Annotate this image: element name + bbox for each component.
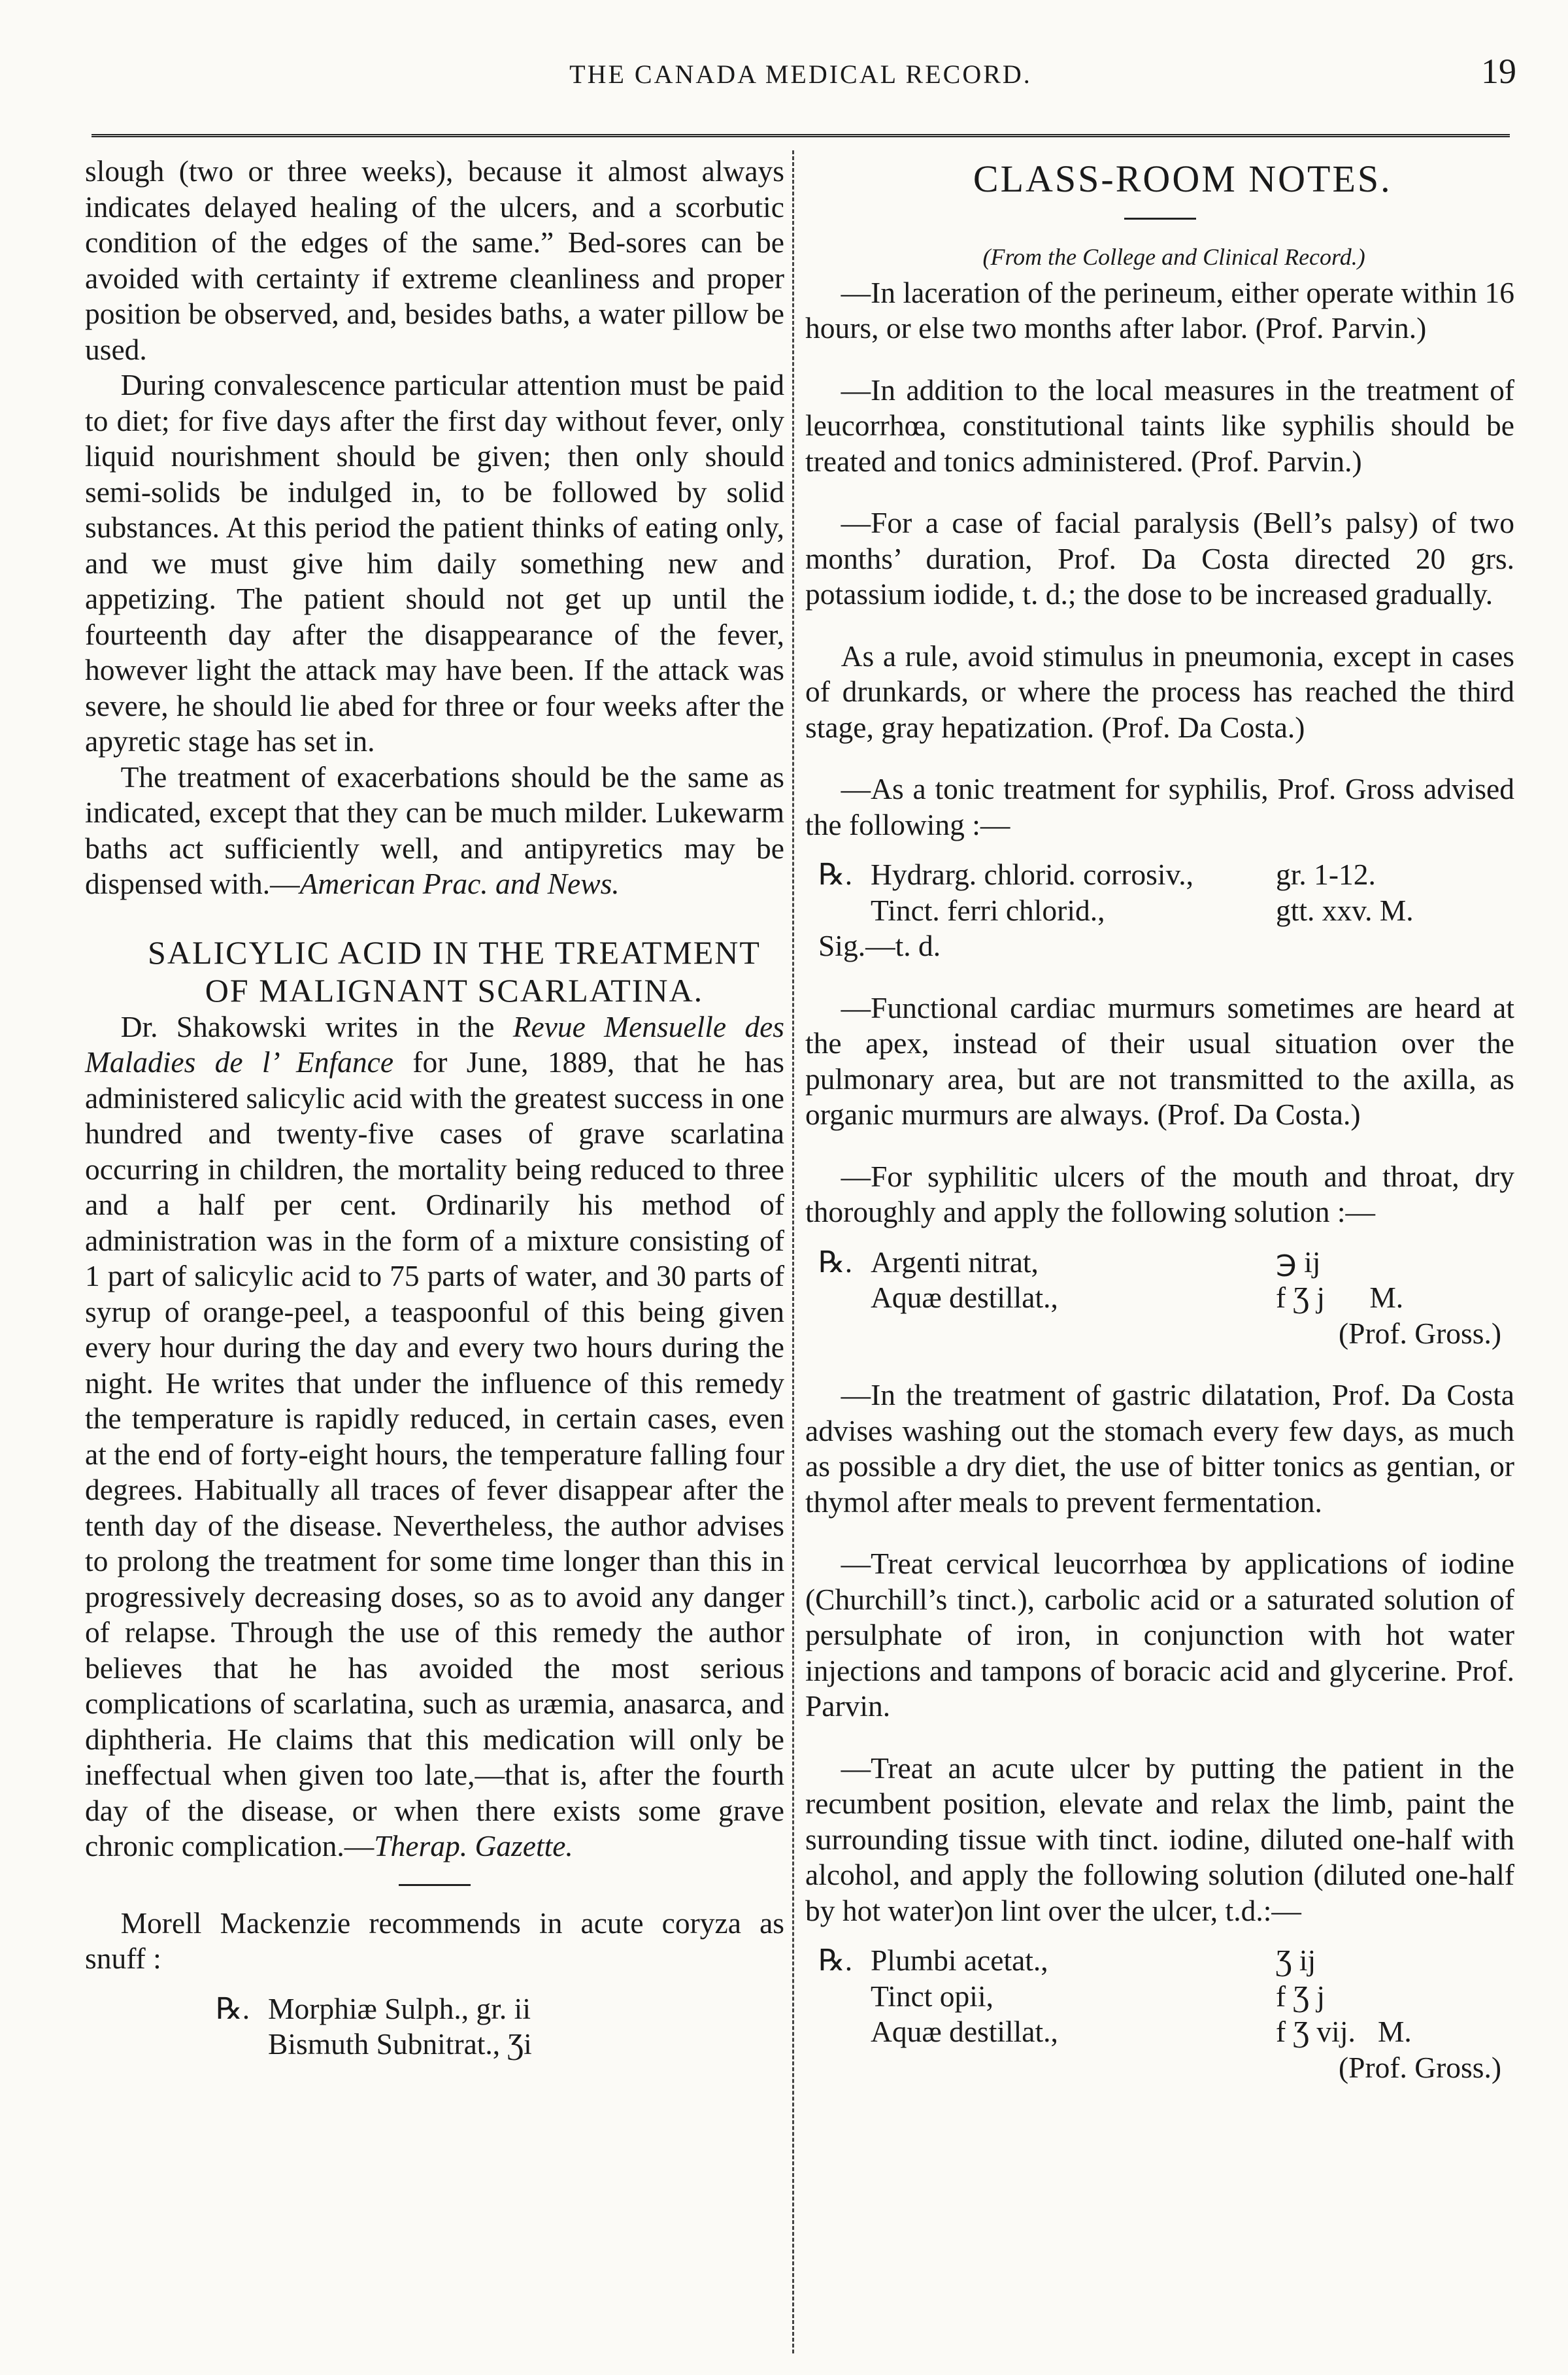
journal-title: Revue Mensuelle des Maladies de l’ Enfance [85, 1009, 784, 1079]
column-divider [792, 150, 794, 2353]
paragraph: slough (two or three weeks), because it almost always indicates delayed healing of the ulcers, and a scorbutic condition of the edges of the same.” Bed-sores can be avoided with certainty if extreme cleanliness and proper position be observed, and, besides baths, a water pillow be used. [85, 154, 784, 366]
prescription-sig: Sig.—t. d. [818, 929, 941, 962]
source-note: (From the College and Clinical Record.) [982, 244, 1365, 270]
page-number: 19 [1481, 52, 1516, 91]
note: —In the treatment of gastric dilatation, Prof. Da Costa advises washing out the stomach every few days, as much as possible a dry diet, the use of bitter tonics as gentian, or thymol after meals to prevent fermentation. [805, 1378, 1514, 1519]
prescription-credit: (Prof. Gross.) [1339, 2050, 1501, 2084]
ingredient: Hydrarg. chlorid. corrosiv., [871, 858, 1194, 891]
section-title: OF MALIGNANT SCARLATINA. [205, 971, 704, 1009]
prescription-line [216, 2027, 784, 2063]
prescription-line [818, 1280, 1514, 1316]
prescription-line [216, 1991, 784, 2027]
ingredient: Aquæ destillat., [871, 1281, 1058, 1314]
note: —In laceration of the perineum, either operate within 16 hours, or else two months after labor. (Prof. Parvin.) [805, 275, 1514, 345]
header-rule [92, 134, 1510, 137]
paragraph: During convalescence particular attention must be paid to diet; for five days after the first day without fever, only liquid nourishment should be given; then only should semi-solids be indulged in, to be followed by solid substances. At this period the patient thinks of eating only, and we must give him daily something new and appetizing. The patient should not get up until the fourteenth day after the disappearance of the fever, however light the attack may have been. If the attack was severe, he should lie abed for three or four weeks after the apyretic stage has set in. [85, 368, 784, 758]
prescription-line [818, 1245, 1514, 1281]
prescription [818, 857, 1514, 964]
dose: ℈ ij [1276, 1245, 1321, 1279]
prescription-line [818, 857, 1514, 893]
left-column [85, 154, 784, 2089]
section-rule [1124, 218, 1196, 220]
paragraph-text: The treatment of exacerbations should be the same as indicated, except that they can be much milder. Lukewarm baths act sufficiently well, and antipyretics may be dispensed with.— [85, 760, 784, 900]
recipe-symbol: ℞. [216, 1991, 250, 2025]
dose: f Ʒ j M. [1276, 1281, 1404, 1314]
ingredient: Aquæ destillat., [871, 2015, 1058, 2048]
prescription-line [818, 1979, 1514, 2015]
note: —For syphilitic ulcers of the mouth and throat, dry thoroughly and apply the following solution :— [805, 1159, 1514, 1228]
ingredient: Morphiæ Sulph., gr. ii [268, 1991, 531, 2025]
ingredient: Argenti nitrat, [871, 1245, 1039, 1279]
note: —In addition to the local measures in the treatment of leucorrhœa, constitutional taints like syphilis should be treated and tonics administered. (Prof. Parvin.) [805, 373, 1514, 478]
note: As a rule, avoid stimulus in pneumonia, except in cases of drunkards, or where the process has reached the third stage, gray hepatization. (Prof. Da Costa.) [805, 639, 1514, 744]
running-title: THE CANADA MEDICAL RECORD. [569, 59, 1032, 89]
recipe-symbol: ℞. [818, 858, 853, 891]
prescription [216, 1991, 784, 2063]
prescription-line [818, 2014, 1514, 2050]
note: —Treat cervical leucorrhœa by applications of iodine (Churchill’s tinct.), carbolic acid or a saturated solution of persulphate of iron, in conjunction with hot water injections and tampons of boracic acid and glycerine. Prof. Parvin. [805, 1547, 1514, 1723]
source-citation: American Prac. and News. [299, 867, 620, 900]
note: —For a case of facial paralysis (Bell’s palsy) of two months’ duration, Prof. Da Costa directed 20 grs. potassium iodide, t. d.; the dose to be increased gradually. [805, 506, 1514, 611]
ingredient: Bismuth Subnitrat., Ʒi [268, 2027, 532, 2061]
section-title: SALICYLIC ACID IN THE TREATMENT [148, 934, 761, 971]
section-rule [399, 1884, 471, 1886]
note: —Treat an acute ulcer by putting the patient in the recumbent position, elevate and relax the limb, paint the surrounding tissue with tinct. iodine, diluted one-half with alcohol, and apply the following solution (diluted one-half by hot water)on lint over the ulcer, t.d.:— [805, 1751, 1514, 1927]
source-citation: Therap. Gazette. [374, 1829, 573, 1862]
paragraph-text: Dr. Shakowski writes in the [120, 1009, 513, 1043]
recipe-symbol: ℞. [818, 1944, 853, 1977]
paragraph: Morell Mackenzie recommends in acute coryza as snuff : [85, 1906, 784, 1975]
ingredient: Tinct. ferri chlorid., [871, 893, 1105, 927]
right-column [805, 154, 1514, 2112]
paragraph [85, 1009, 784, 1864]
dose: gr. 1-12. [1276, 858, 1376, 891]
prescription [818, 1245, 1514, 1352]
dose: gtt. xxv. M. [1276, 893, 1414, 927]
prescription [818, 1943, 1514, 2085]
dose: Ʒ ij [1276, 1944, 1316, 1977]
ingredient: Tinct opii, [871, 1979, 993, 2013]
paragraph [85, 760, 784, 902]
prescription-credit: (Prof. Gross.) [1339, 1316, 1501, 1350]
prescription-line [818, 893, 1514, 929]
recipe-symbol: ℞. [818, 1245, 853, 1279]
note: —Functional cardiac murmurs sometimes are heard at the apex, instead of their usual situation over the pulmonary area, but are not transmitted to the axilla, as organic murmurs are always. (Prof. Da Costa.) [805, 990, 1514, 1131]
dose: f Ʒ j [1276, 1979, 1326, 2013]
paragraph-text: for June, 1889, that he has administered salicylic acid with the greatest success in one hundred and twenty-five cases of grave scarlatina occurring in children, the mortality being reduced to three and a half per cent. Ordinarily his method of administration was in the form of a mixture consisting of 1 part of salicylic acid to 75 parts of water, and 30 parts of syrup of orange-peel, a teaspoonful of this being given every hour during the day and every two hours during the night. He writes that under the influence of this remedy the temperature is rapidly reduced, in certain cases, even at the end of forty-eight hours, the temperature falling four degrees. Habitually all traces of fever disappear after the tenth day of the disease. Nevertheless, the author advises to prolong the treatment for some time longer than this in progressively decreasing doses, so as to avoid any danger of relapse. Through the use of this remedy the author believes that he has avoided the most serious complications of scarlatina, such as uræmia, anasarca, and diphtheria. He claims that this medication will only be ineffectual when given too late,—that is, after the fourth day of the disease, or when there exists some grave chronic complication.— [85, 1045, 784, 1862]
page-header [85, 46, 1516, 105]
section-title: CLASS-ROOM NOTES. [973, 158, 1392, 200]
ingredient: Plumbi acetat., [871, 1944, 1048, 1977]
dose: f Ʒ vij. M. [1276, 2015, 1412, 2048]
prescription-line [818, 1943, 1514, 1979]
note: —As a tonic treatment for syphilis, Prof. Gross advised the following :— [805, 772, 1514, 841]
